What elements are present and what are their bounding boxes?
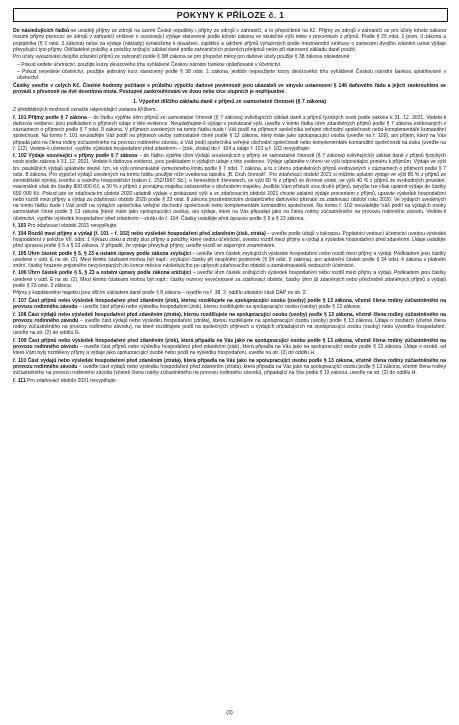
- row-106-label: ř. 106 Úhrn částek podle § 5, § 23 a ostatní úpravy podle zákona snižující: [13, 270, 192, 277]
- row-103-instruction: [13, 223, 446, 229]
- row-107-text: – uveďte část příjmů nebo výsledku hospodaření (zisk), kterou rozdělujete na spolupracující osobu (osoby) podle § 13 zákona.: [77, 304, 362, 311]
- row-111-label: ř. 111: [13, 377, 26, 384]
- row-101-text: – do řádku vyplňte úhrn příjmů ze samostatné činnosti (§ 7 zákona) ovlivňujících základ daně z příjmů fyzických osob podle zákona k 31. 12. 2021. Vedete-li daňovou evidenci, jsou podkladem o příjmech údaje z této evidence. Neuplatňujete-li výdaje v prokázané výši, uveďte v tomto řádku úhrn zdanitelných příjmů podle § 7 zákona evidovaných v záznamech o příjmech podle § 7 odst. 8 zákona. V příjmech uvedených na tomto řádku bude i Váš podíl na příjmech společníka veřejné obchodní společnosti nebo komplementáře komanditní společnosti. Na tomto ř. 101 neuvádějte Váš podíl na příjmech osoby samostatně činné podle § 13 zákona, který máte jako spolupracující osoba (uveďte na ř. 109), ani příjem, který na Vás připadá jako na člena rodiny zúčastněného na provozu rodinného závodu, a Váš podíl společníka veřejné obchodní společnosti nebo komplementáře komanditní společnosti na zisku (uveďte na ř. 112). Vedete-li účetnictví, vyplňte výsledek hospodaření před zdaněním – (zisk, ztráta) do ř. 104 a údaje ř. 101 a ř. 102 nevyplňujte.: [13, 114, 446, 152]
- row-108-text: – uveďte část výdajů nebo výsledku hospodaření (ztráta), kterou rozdělujete na spolupracující osobu (osoby) podle § 13 zákona. Údaje o osobách (včetně člena rodiny zúčastněného na provozu rodinného závodu), na které rozdělujete podíl na společných příjmech a výdajích připadajících na spolupracující osobu (osoby) nebo výsledku hospodaření, uveďte na str. (2) do oddílu G.: [13, 317, 446, 337]
- row-102-text: – do řádku vyplňte úhrn výdajů souvisejících s příjmy ze samostatné činnosti (§ 7 zákona) ovlivňujících základ daně z příjmů fyzických osob podle zákona k 31. 12. 2021. Vedete-li daňovou evidenci, jsou podkladem o výdajích údaje z této evidence. Výdaje uplatněte v úhrnu ve výši odpovídající poměru k příjmům. Výdaje ve výši tzv. paušálních výdajů uplatněte stejně, tzn. ve výši procentuálně vymezeného limitu podle § 7 odst. 7 zákona, a to z úhrnu zdanitelných příjmů evidovaných v záznamech o příjmech podle § 7 odst. 8 zákona. Pro výpočet výdajů uvedených na tomto řádku použijte níže uvedenou tabulku „B. Druh činnosti“. Pro zdaňovací období 2021 si můžete uplatnit výdaje ve výši 80 % z příjmů ze zemědělské výroby, lesního a vodního hospodářství (zákon č. 252/1997 Sb.), o řemeslných živnostech, ve výši 60 % z příjmů ze živnosti volné, ve výši 40 % z příjmů ze svobodných povolání, maximálně však do částky 800 000 Kč, a 30 % z příjmů z pronájmu majetku zařazeného v obchodním majetku. Jestliže Vám přísluší více druhů příjmů, nejvýše lze však uplatnit výdaje do částky 600 000 Kč. Pokud jste ve zdaňovacím období 2020 uplatnili výdaje v prokázané výši a ve zdaňovacím období 2021 chcete uplatnit výdaje procentem z příjmů, upravte výsledek hospodaření nebo rozdíl mezi příjmy a výdaji za zdaňovací období 2020 podle § 23 odst. 8 zákona prostřednictvím dodatečného daňového přiznání za zdaňovací období roku 2020. Ve výdajích uvedených na tomto řádku bude i Váš podíl na výdajích společníka veřejné obchodní společnosti nebo komplementáře komanditní společnosti. Na tomto ř. 102 neuvádějte Váš podíl na výdajích osoby samostatně činné podle § 13 zákona (které máte jako spolupracující osoba), ani výdaje, které na Vás připadají jako na člena rodiny zúčastněného na provozu rodinného závodu. Vedete-li účetnictví, vyplňte výsledek hospodaření před zdaněním – ztrátu do ř. 104. Částky uvádějte před úpravou podle § 5 a § 23 zákona.: [13, 153, 446, 222]
- section-1-instruction: Z předtištěných možností označte odpovídající variantu křížkem.: [13, 107, 157, 114]
- page-number: (3): [226, 710, 233, 716]
- row-104-text: – uveďte podle údajů v tiskopisu. Poplatníci vedoucí účetnictví uvedou výsledek hospodaření v položce VII. odst. 1 Výkazu zisku a ztráty plus příjmy a položky, které vedou účetnictví, uvedou rozdíl mezi příjmy a výdaji a výsledek hospodaření před zdaněním. Údaje uvádějte před úpravou podle § 5 a § 23 zákona. V případě, že výdaje převyšují příjmy, uveďte rozdíl se záporným znaménkem.: [13, 230, 446, 250]
- row-109-text: – uveďte část příjmů nebo výsledku hospodaření před zdaněním (zisk), která připadla na Vás jako na spolupracující osobu podle § 13 zákona. Údaje o osobě, od které Vám byly rozděleny příjmy a výdaje jako spolupracující osobě nebo podíl na výsledku hospodaření, uveďte na str. (2) do oddílu H.: [13, 343, 446, 357]
- page-title: POKYNY K PŘÍLOZE č. 1: [13, 8, 448, 22]
- row-102-label: ř. 102 Výdaje související s příjmy podle § 7 zákona: [13, 153, 138, 160]
- row-109-label: ř. 109 Část příjmů nebo výsledek hospodaření před zdaněním (zisk), která připadla na Vás jako na spolupracující osobu podle § 13 zákona, včetně člena rodiny zúčastněného na provozu rodinného závodu: [13, 337, 446, 350]
- row-109-instruction: [13, 338, 446, 357]
- row-106-instruction: [13, 270, 446, 289]
- row-101-label: ř. 101 Příjmy podle § 7 zákona: [13, 114, 87, 121]
- capital-income-note: Přijmy z kapitálového majetku jsou dílčím základem daně podle § 8 zákona – uveďte na ř. 38, 2. oddílu základní části DAP na str. 2.: [13, 290, 307, 297]
- row-104-instruction: [13, 231, 446, 250]
- intro-paragraph: [13, 28, 446, 53]
- row-105-label: ř. 105 Úhrn částek podle § 5, § 23 a ostatní úpravy podle zákona zvyšující: [13, 250, 192, 257]
- section-1-title: 1. Výpočet dílčího základu daně z příjmů ze samostatné činnosti (§ 7 zákona): [132, 98, 327, 105]
- currency-bullet-accounting: – Pokud vedete účetnictví, použijte kurzy devizového trhu vyhlášené Českou národní bankou uplatňované v účetnictví.: [17, 61, 282, 68]
- intro-text: se uvádějí příjmy ze zdrojů na území České republiky i příjmy ze zdrojů v zahraničí, a to přepočtené na Kč. Příjmy ze zdrojů v zahraničí se pro účely tohoto zákona rozumí příjmy plynoucí ze zdrojů v zahraničí snížené o související výdaje stanovené podle tohoto zákona ve skutečné výši nebo v procentech z příjmů. Podle § 25 odst. 1 písm. i) zákona a poplatníka (§ 2 odst. 2 zákona) nelze za výdaje (náklady) vynaložené k dosažení, zajištění a udržení příjmů vyřazených podle mezinárodní smlouvy o zamezení dvojího zdanění uznat výdaje převyšující tyto příjmy. Odčitatelné položky a položky snižující základ daně podle zahraničních právních předpisů nelze při stanovení základu daně použít.: [13, 28, 447, 53]
- rounding-note: Částky uveďte v celých Kč. Číselné hodnoty počítané v průběhu výpočtu daňové povinnosti jsou ukazateli ve smyslu ustanovení § 146 daňového řádu a jejich zaokrouhlení se provádí s přesností na dvě desetinná místa. Postupné zaokrouhlování ve dvou nebo více stupních je nepřípustné.: [13, 82, 446, 95]
- row-103-text: Pro zdaňovací období 2021 nevyplňujte.: [26, 223, 118, 230]
- row-106-text: – uveďte úhrn částek snižujících výsledek hospodaření nebo rozdíl mezi příjmy a výdaji. Podkladem jsou částky uvedené v odd. E na str. (2). Mezi těmito částkami mohou být např.: částky rezervy nevyčerpané za zdaňovací období, částky úhrn již zdaněných nebo přechodně zdaněných příjmů a výdajů podle § 23 odst. 3 zákona.: [13, 270, 446, 289]
- row-105-text: – uveďte úhrn částek zvyšujících výsledek hospodaření nebo rozdíl mezi příjmy a výdaji. Podkladem jsou částky uvedené v odd. E na str. (2). Mezi těmito částkami mohou být např.: zvyšující částky při nesplnění podmínek (§ 34 odst. 5 zákona), pro uplatnění částek podle § 34 odst. 4 zákona v platném znění, částky hrazené pojistného nevyčerpaných do konce měsíce následujícího po uplynutí zdaňovacího období u zaměstnavatelů vedoucích účetnictví.: [13, 250, 447, 270]
- row-102-instruction: [13, 153, 446, 222]
- row-111-text: Pro zdaňovací období 2021 nevyplňujte.: [25, 377, 118, 384]
- currency-paragraph: Pro účely vykazování dvojího zdanění příjmů ze zahraničí podle § 38f zákona se pro přepočet měny pro daňové účely použije § 38 zákona následovně:: [13, 54, 351, 61]
- row-110-text: – uveďte část výdajů nebo výsledku hospodaření před zdaněním (ztráta), která připadla na Vás jako na spolupracující osobu podle § 13 zákona, včetně člena rodiny zúčastněného na provozu rodinného závodu (včetně člena rodiny zúčastněného na provozu rodinného závodu), připadající na Vás podle § 13 zákona, uveďte na str. (2) do oddílu H.: [13, 363, 446, 377]
- row-103-label: ř. 103: [13, 223, 27, 230]
- row-108-instruction: [13, 312, 446, 337]
- row-105-instruction: [13, 251, 446, 270]
- row-107-instruction: [13, 298, 446, 311]
- row-107-label: ř. 107 Část příjmů nebo výsledek hospodaření před zdaněním (zisk), kterou rozdělujete na spolupracující osobu (osoby) podle § 13 zákona, včetně člena rodiny zúčastněného na provozu rodinného závodu: [13, 297, 446, 311]
- row-110-label: ř. 110 Část výdajů nebo výsledek hospodaření před zdaněním (ztráta), která připadla na Vás jako na spolupracující osobu podle § 13 zákona, včetně člena rodiny zúčastněného na provozu rodinného závodu: [13, 357, 446, 370]
- currency-bullet-no-accounting: – Pokud nevedete účetnictví, použijte jednotný kurz stanovený podle § 38 odst. 1 zákona, jestliže nepoužijete kurzy devizového trhu vyhlášené Českou národní bankou uplatňované v účetnictví.: [17, 69, 446, 82]
- row-111-instruction: [13, 378, 446, 384]
- row-110-instruction: [13, 358, 446, 377]
- document-body: [13, 28, 446, 385]
- row-101-instruction: [13, 115, 446, 153]
- row-104-label: ř. 104 Rozdíl mezi příjmy a výdaji (ř. 101 – ř. 102) nebo výsledek hospodaření před zdaněním (zisk, ztráta): [13, 230, 266, 237]
- intro-lead: Do následujících řádků: [13, 28, 70, 34]
- row-108-label: ř. 108 Část výdajů nebo výsledek hospodaření před zdaněním (ztráta), kterou rozdělujete na spolupracující osobu (osoby) podle § 13 zákona, včetně člena rodiny zúčastněného na provozu rodinného závodu: [13, 311, 446, 324]
